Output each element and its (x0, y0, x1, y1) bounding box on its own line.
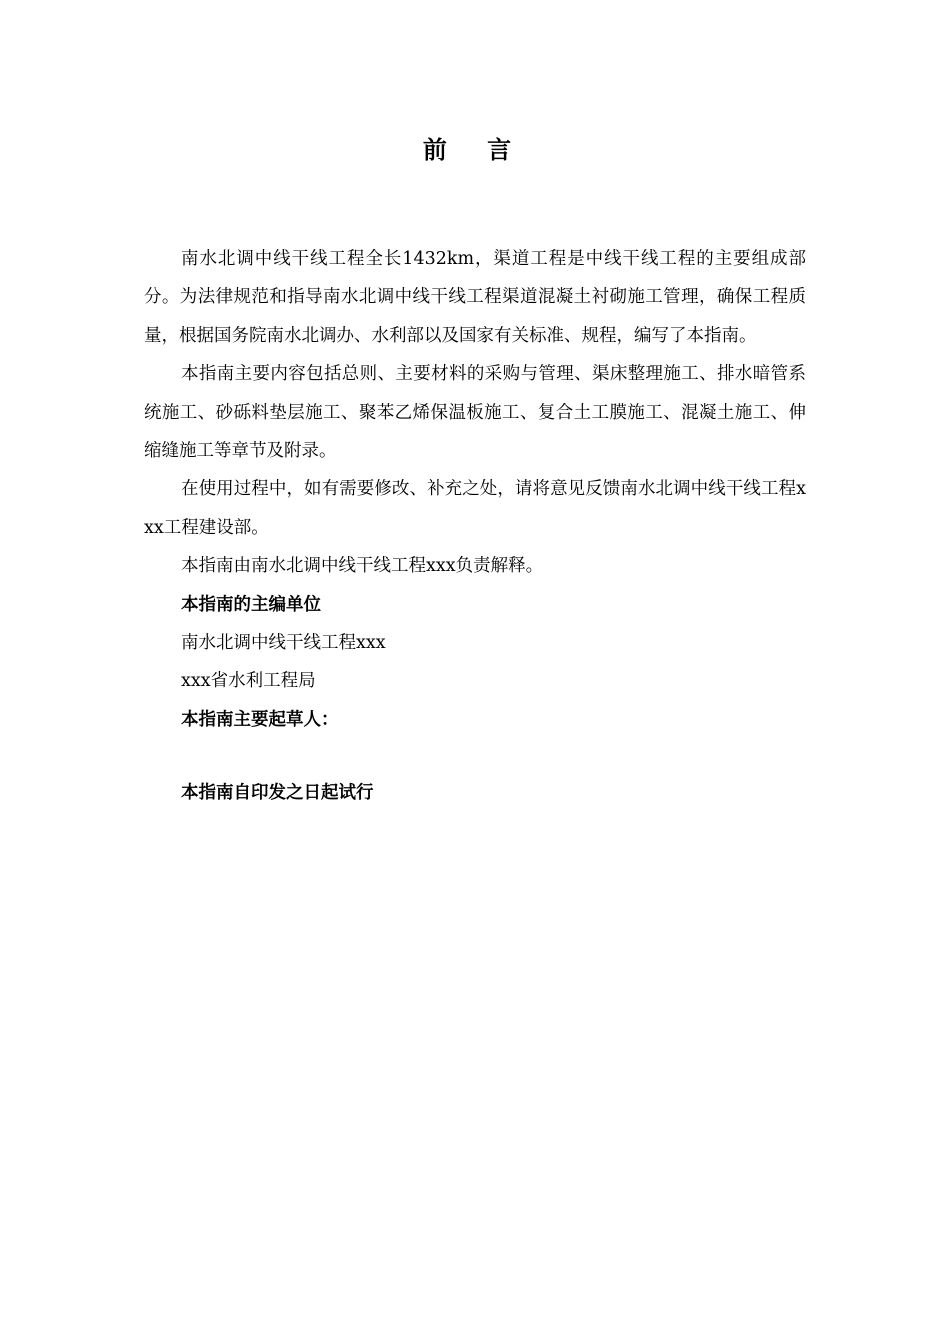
paragraph-contents: 本指南主要内容包括总则、主要材料的采购与管理、渠床整理施工、排水暗管系统施工、砂砾料垫层施工、聚苯乙烯保温板施工、复合土工膜施工、混凝土施工、伸缩缝施工等章节及附录。 (144, 364, 806, 462)
paragraph-overview: 南水北调中线干线工程全长1432km，渠道工程是中线干线工程的主要组成部分。为法律规范和指导南水北调中线干线工程渠道混凝土衬砌施工管理，确保工程质量，根据国务院南水北调办、水利部以及国家有关标准、规程，编写了本指南。 (144, 249, 806, 346)
paragraph-feedback: 在使用过程中，如有需要修改、补充之处，请将意见反馈南水北调中线干线工程xxx工程建设部。 (144, 479, 806, 538)
editor-unit: 南水北调中线干线工程xxx (181, 633, 386, 654)
interpretation-statement: 本指南由南水北调中线干线工程xxx负责解释。 (181, 556, 544, 577)
drafters-heading: 本指南主要起草人： (181, 709, 339, 730)
blank-line (144, 739, 806, 774)
editor-unit: xxx省水利工程局 (181, 671, 316, 692)
chief-editor-heading: 本指南的主编单位 (181, 594, 321, 615)
effective-statement: 本指南自印发之日起试行 (181, 782, 374, 803)
document-body (144, 240, 806, 812)
page-title: 前 言 (422, 136, 528, 164)
